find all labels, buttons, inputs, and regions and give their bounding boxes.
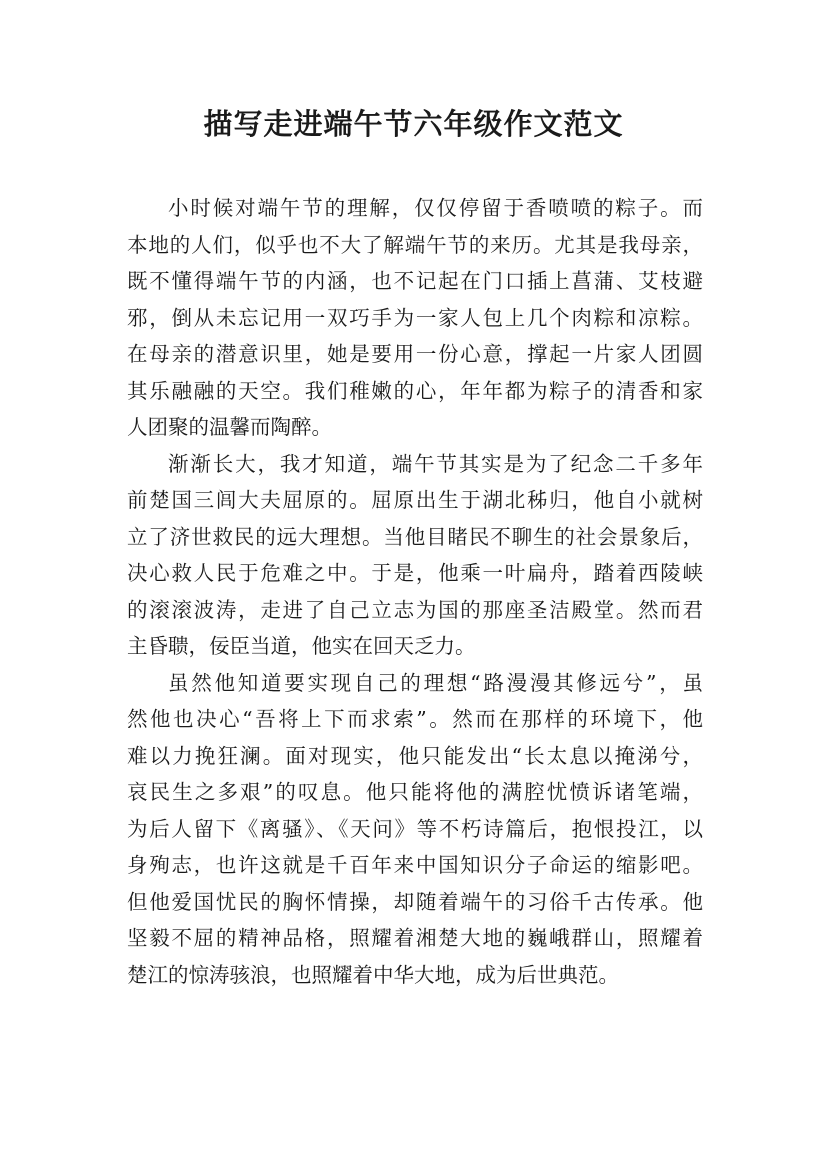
paragraph-line: 邪，倒从未忘记用一双巧手为一家人包上几个肉粽和凉粽。: [127, 305, 703, 330]
paragraph-line: 主昏聩，佞臣当道，他实在回天乏力。: [127, 634, 476, 658]
paragraph-line: 其乐融融的天空。我们稚嫩的心，年年都为粽子的清香和家: [127, 378, 703, 403]
paragraph-line: 楚江的惊涛骇浪，也照耀着中华大地，成为后世典范。: [127, 962, 619, 987]
paragraph-line: 身殉志，也许这就是千百年来中国知识分子命运的缩影吧。: [127, 853, 703, 877]
paragraph-line: 既不懂得端午节的内涵，也不记起在门口插上菖蒲、艾枝避: [127, 269, 703, 293]
paragraph-line: 然他也决心“吾将上下而求索”。然而在那样的环境下，他: [127, 707, 703, 731]
paragraph-line: 本地的人们，似乎也不大了解端午节的来历。尤其是我母亲，: [127, 232, 703, 257]
paragraph-1: [127, 190, 703, 446]
paragraph-line: 坚毅不屈的精神品格，照耀着湘楚大地的巍峨群山，照耀着: [127, 926, 703, 950]
paragraph-line: 渐渐长大，我才知道，端午节其实是为了纪念二千多年: [168, 451, 703, 476]
paragraph-line: 但他爱国忧民的胸怀情操，却随着端午的习俗千古传承。他: [127, 889, 703, 914]
paragraph-line: 为后人留下《离骚》、《天问》等不朽诗篇后，抱恨投江，以: [127, 816, 703, 841]
paragraph-2: [127, 446, 703, 665]
paragraph-line: 在母亲的潜意识里，她是要用一份心意，撑起一片家人团圆: [127, 342, 703, 366]
document-body: [127, 190, 703, 993]
document-title: 描写走进端午节六年级作文范文: [203, 107, 624, 141]
paragraph-3: [127, 665, 703, 994]
paragraph-line: 前楚国三闾大夫屈原的。屈原出生于湖北秭归，他自小就树: [127, 488, 703, 512]
paragraph-line: 的滚滚波涛，走进了自己立志为国的那座圣洁殿堂。然而君: [127, 597, 703, 622]
paragraph-line: 难以力挽狂澜。面对现实，他只能发出“长太息以掩涕兮，: [127, 743, 703, 768]
paragraph-line: 决心救人民于危难之中。于是，他乘一叶扁舟，踏着西陵峡: [127, 561, 703, 585]
paragraph-line: 哀民生之多艰”的叹息。他只能将他的满腔忧愤诉诸笔端，: [127, 780, 703, 804]
paragraph-line: 人团聚的温馨而陶醉。: [127, 415, 332, 439]
paragraph-line: 小时候对端午节的理解，仅仅停留于香喷喷的粽子。而: [168, 196, 703, 220]
paragraph-line: 虽然他知道要实现自己的理想“路漫漫其修远兮”，虽: [168, 670, 703, 695]
paragraph-line: 立了济世救民的远大理想。当他目睹民不聊生的社会景象后，: [127, 524, 703, 549]
